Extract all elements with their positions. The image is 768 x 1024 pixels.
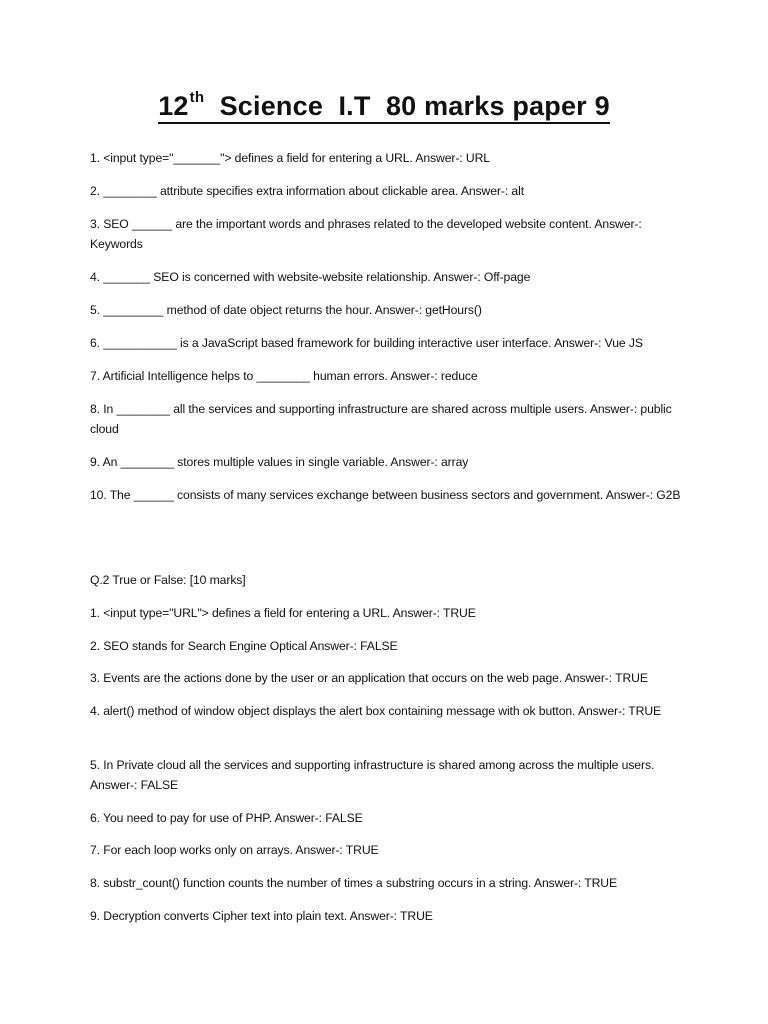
page-title [0, 86, 768, 126]
question-item: 9. Decryption converts Cipher text into plain text. Answer-: TRUE [90, 909, 433, 923]
section-heading: Q.2 True or False: [10 marks] [90, 573, 246, 587]
question-item: 4. alert() method of window object displays the alert box containing message with ok button. Answer-: TRUE [90, 704, 662, 718]
question-item: 3. Events are the actions done by the user or an application that occurs on the web page. Answer-: TRUE [90, 671, 648, 685]
question-item: 8. In ________ all the services and supporting infrastructure are shared across multiple users. Answer-: public cloud [90, 402, 672, 436]
question-item: 6. You need to pay for use of PHP. Answer-: FALSE [90, 811, 363, 825]
question-item: 8. substr_count() function counts the number of times a substring occurs in a string. Answer-: TRUE [90, 876, 618, 890]
question-item: 4. _______ SEO is concerned with website-website relationship. Answer-: Off-page [90, 270, 531, 284]
question-item: 7. Artificial Intelligence helps to ________ human errors. Answer-: reduce [90, 369, 478, 383]
question-item: 5. _________ method of date object returns the hour. Answer-: getHours() [90, 303, 482, 317]
title-superscript: th [189, 89, 205, 106]
page-title-underlined [158, 90, 610, 124]
title-number: 12 [158, 91, 189, 121]
question-item: 5. In Private cloud all the services and supporting infrastructure is shared among across the multiple users. Answer-: FALSE [90, 758, 655, 792]
question-item: 1. <input type="URL"> defines a field for entering a URL. Answer-: TRUE [90, 606, 476, 620]
question-item: 3. SEO ______ are the important words and phrases related to the developed website content. Answer-: Keywords [90, 217, 642, 251]
question-item: 1. <input type="_______"> defines a field for entering a URL. Answer-: URL [90, 151, 490, 165]
question-item: 7. For each loop works only on arrays. Answer-: TRUE [90, 843, 379, 857]
question-item: 9. An ________ stores multiple values in single variable. Answer-: array [90, 455, 469, 469]
question-item: 10. The ______ consists of many services exchange between business sectors and government. Answer-: G2B [90, 488, 681, 502]
question-item: 2. SEO stands for Search Engine Optical Answer-: FALSE [90, 639, 398, 653]
question-item: 6. ___________ is a JavaScript based framework for building interactive user interface. Answer-: Vue JS [90, 336, 643, 350]
title-text: Science I.T 80 marks paper 9 [204, 91, 610, 121]
question-item: 2. ________ attribute specifies extra information about clickable area. Answer-: alt [90, 184, 524, 198]
